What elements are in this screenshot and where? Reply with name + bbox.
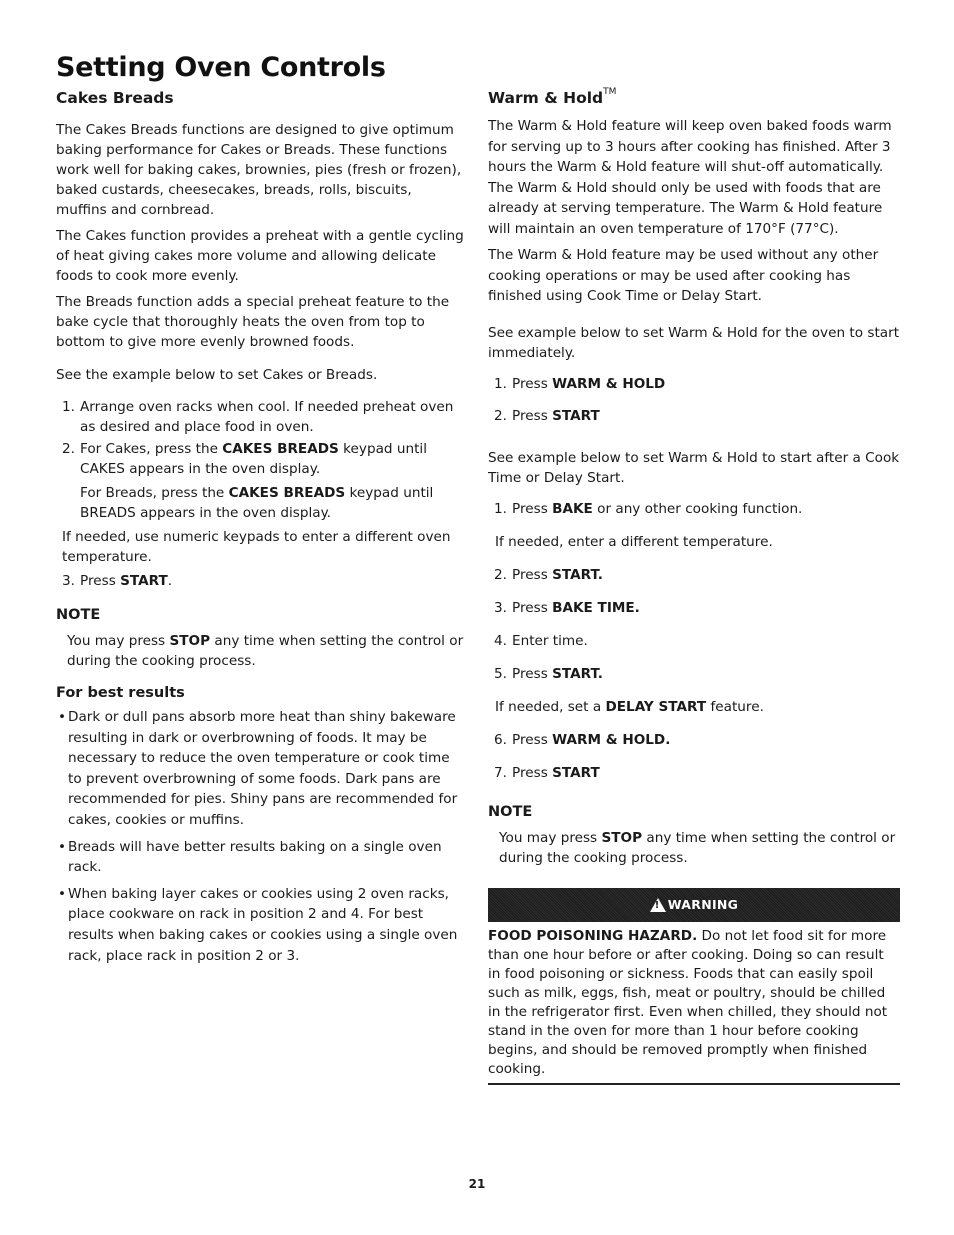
step-text: Press (512, 764, 553, 781)
keypad-name: DELAY START (605, 698, 707, 715)
warning-banner (488, 888, 900, 922)
cakes-intro-paragraph: The Cakes Breads functions are designed to give optimum baking performance for Cakes or Breads. These functions work well for baking cakes, brownies, pies (fresh or frozen), baked custards, cheesecakes, breads, rolls, biscuits, muffins and cornbread. (56, 122, 462, 218)
keypad-name: STOP (601, 829, 643, 846)
warm-hold-example-1: See example below to set Warm & Hold for the oven to start immediately. (488, 324, 900, 361)
keypad-name: WARM & HOLD. (552, 731, 671, 748)
best-results-heading: For best results (56, 685, 185, 701)
warm-hold-if-temp: If needed, enter a different temperature. (495, 533, 773, 550)
step-text: Press (512, 566, 553, 583)
note-text: any time when setting the control or during the cooking process. (67, 633, 464, 669)
cakes-note-text (56, 631, 464, 671)
best-results-list (56, 707, 464, 966)
step-number: 2. (62, 441, 75, 457)
step-number: 3. (494, 599, 507, 616)
step-text: Press (512, 375, 553, 392)
page-number: 21 (468, 1177, 486, 1191)
warm-hold-ex2-step-5 (488, 664, 900, 684)
step-text: Press (512, 500, 553, 517)
note-text: You may press (499, 829, 602, 846)
step-text: Press (80, 573, 121, 589)
step-number: 3. (62, 573, 75, 589)
page-title: Setting Oven Controls (56, 52, 386, 83)
step-number: 6. (494, 731, 507, 748)
cakes-step-2 (56, 439, 464, 479)
warm-hold-ex2-step-4 (488, 631, 900, 651)
bullet-dot: • (58, 885, 67, 902)
note-text: any time when setting the control or during the cooking process. (499, 829, 896, 866)
keypad-name: BAKE TIME. (552, 599, 640, 616)
step-text: Press (512, 599, 553, 616)
warning-text (488, 927, 900, 1079)
breads-function-paragraph: The Breads function adds a special preheat feature to the bake cycle that thoroughly heats the oven from top to bottom to give more evenly browned foods. (56, 294, 450, 350)
step-number: 1. (494, 500, 507, 517)
step-text: Press (512, 731, 553, 748)
step-text: For Breads, press the (80, 485, 229, 501)
step-text: or any other cooking function. (592, 500, 803, 517)
warm-hold-ex1-step-1 (488, 374, 900, 394)
warning-body: Do not let food sit for more than one hour before or after cooking. Doing so can result in food poisoning or sickness. Foods that can easily spoil such as milk, eggs, fish, meat or poultry, should be chilled in the refrigerator first. Even when chilled, they should not stand in the oven for more than 1 hour before cooking begins, and should be removed promptly when finished cooking. (488, 927, 888, 1077)
warm-hold-ex2-step-1 (488, 499, 900, 519)
list-item (56, 837, 464, 878)
warning-divider (488, 1083, 900, 1085)
list-item (56, 884, 464, 966)
warm-hold-ex2-step-6 (488, 730, 900, 750)
keypad-name: START (552, 407, 600, 424)
step-number: 2. (494, 407, 507, 424)
keypad-name: CAKES BREADS (222, 441, 339, 457)
step-number: 1. (494, 375, 507, 392)
step-text: For Cakes, press the (80, 441, 223, 457)
warm-hold-heading (488, 87, 900, 109)
step-text: feature. (706, 698, 764, 715)
warm-hold-intro: The Warm & Hold feature will keep oven baked foods warm for serving up to 3 hours after cooking has finished. After 3 hours the Warm & Hold feature will shut-off automatically. The Warm & Hold should only be used with foods that are already at serving temperature. The Warm & Hold feature will maintain an oven temperature of 170°F (77°C). (488, 118, 892, 237)
warm-hold-note-text (488, 828, 900, 868)
warm-hold-if-delay (488, 697, 900, 717)
list-item-text: When baking layer cakes or cookies using 2 oven racks, place cookware on rack in position 2 and 4. For best results when baking cakes or cookies using a single oven rack, place rack in position 2 or 3. (68, 885, 458, 964)
cakes-step-3 (56, 571, 464, 591)
note-text: You may press (67, 633, 170, 649)
keypad-name: BAKE (552, 500, 593, 517)
list-item-text: Dark or dull pans absorb more heat than shiny bakeware resulting in dark or overbrowning of foods. It may be necessary to reduce the oven temperature or cook time to prevent overbrowning of some foods. Dark pans are recommended for pies. Shiny pans are recommended for cakes, cookies or muffins. (68, 709, 458, 828)
step-number: 1. (62, 399, 75, 415)
step-text: Enter time. (512, 632, 588, 649)
step-text: keypad until BREADS appears in the oven display. (80, 485, 434, 521)
warm-hold-ex2-step-7 (488, 763, 900, 783)
step-number: 7. (494, 764, 507, 781)
cakes-example-text: See the example below to set Cakes or Breads. (56, 367, 378, 383)
warm-hold-usage: The Warm & Hold feature may be used without any other cooking operations or may be used after cooking has finished using Cook Time or Delay Start. (488, 247, 879, 304)
bullet-dot: • (58, 709, 67, 725)
step-text: Press (512, 407, 553, 424)
warm-hold-ex1-step-2 (488, 406, 900, 426)
cakes-step-2-breads (56, 483, 464, 523)
bullet-dot: • (58, 838, 67, 855)
warm-hold-example-2: See example below to set Warm & Hold to start after a Cook Time or Delay Start. (488, 449, 900, 486)
keypad-name: WARM & HOLD (552, 375, 666, 392)
keypad-name: CAKES BREADS (228, 485, 346, 501)
step-text: Arrange oven racks when cool. If needed preheat oven as desired and place food in oven. (80, 399, 454, 435)
keypad-name: START (120, 573, 168, 589)
step-text: . (167, 573, 173, 589)
cakes-if-needed-text: If needed, use numeric keypads to enter a different oven temperature. (62, 529, 451, 565)
trademark-mark: TM (603, 87, 617, 97)
heading-text: Warm & Hold (488, 89, 604, 107)
warm-hold-note-heading: NOTE (488, 803, 533, 820)
cakes-function-paragraph: The Cakes function provides a preheat with a gentle cycling of heat giving cakes more volume and allowing delicate foods to cook more evenly. (56, 228, 464, 284)
warning-label: WARNING (667, 896, 739, 912)
step-text: If needed, set a (495, 698, 606, 715)
keypad-name: STOP (169, 633, 211, 649)
keypad-name: START. (552, 665, 603, 682)
step-text: keypad until CAKES appears in the oven display. (80, 441, 427, 477)
cakes-note-heading: NOTE (56, 607, 101, 623)
warm-hold-ex2-step-2 (488, 565, 900, 585)
warning-triangle-icon (650, 898, 666, 912)
step-text: Press (512, 665, 553, 682)
cakes-step-1 (56, 397, 464, 437)
warm-hold-section (488, 87, 900, 1085)
keypad-name: START. (552, 566, 603, 583)
list-item-text: Breads will have better results baking on a single oven rack. (68, 838, 442, 876)
list-item (56, 707, 464, 831)
step-number: 5. (494, 665, 507, 682)
keypad-name: START (552, 764, 600, 781)
hazard-title: FOOD POISONING HAZARD. (488, 927, 698, 944)
step-number: 2. (494, 566, 507, 583)
step-number: 4. (494, 632, 507, 649)
cakes-breads-section (56, 87, 464, 966)
cakes-breads-heading: Cakes Breads (56, 89, 174, 107)
warm-hold-ex2-step-3 (488, 598, 900, 618)
